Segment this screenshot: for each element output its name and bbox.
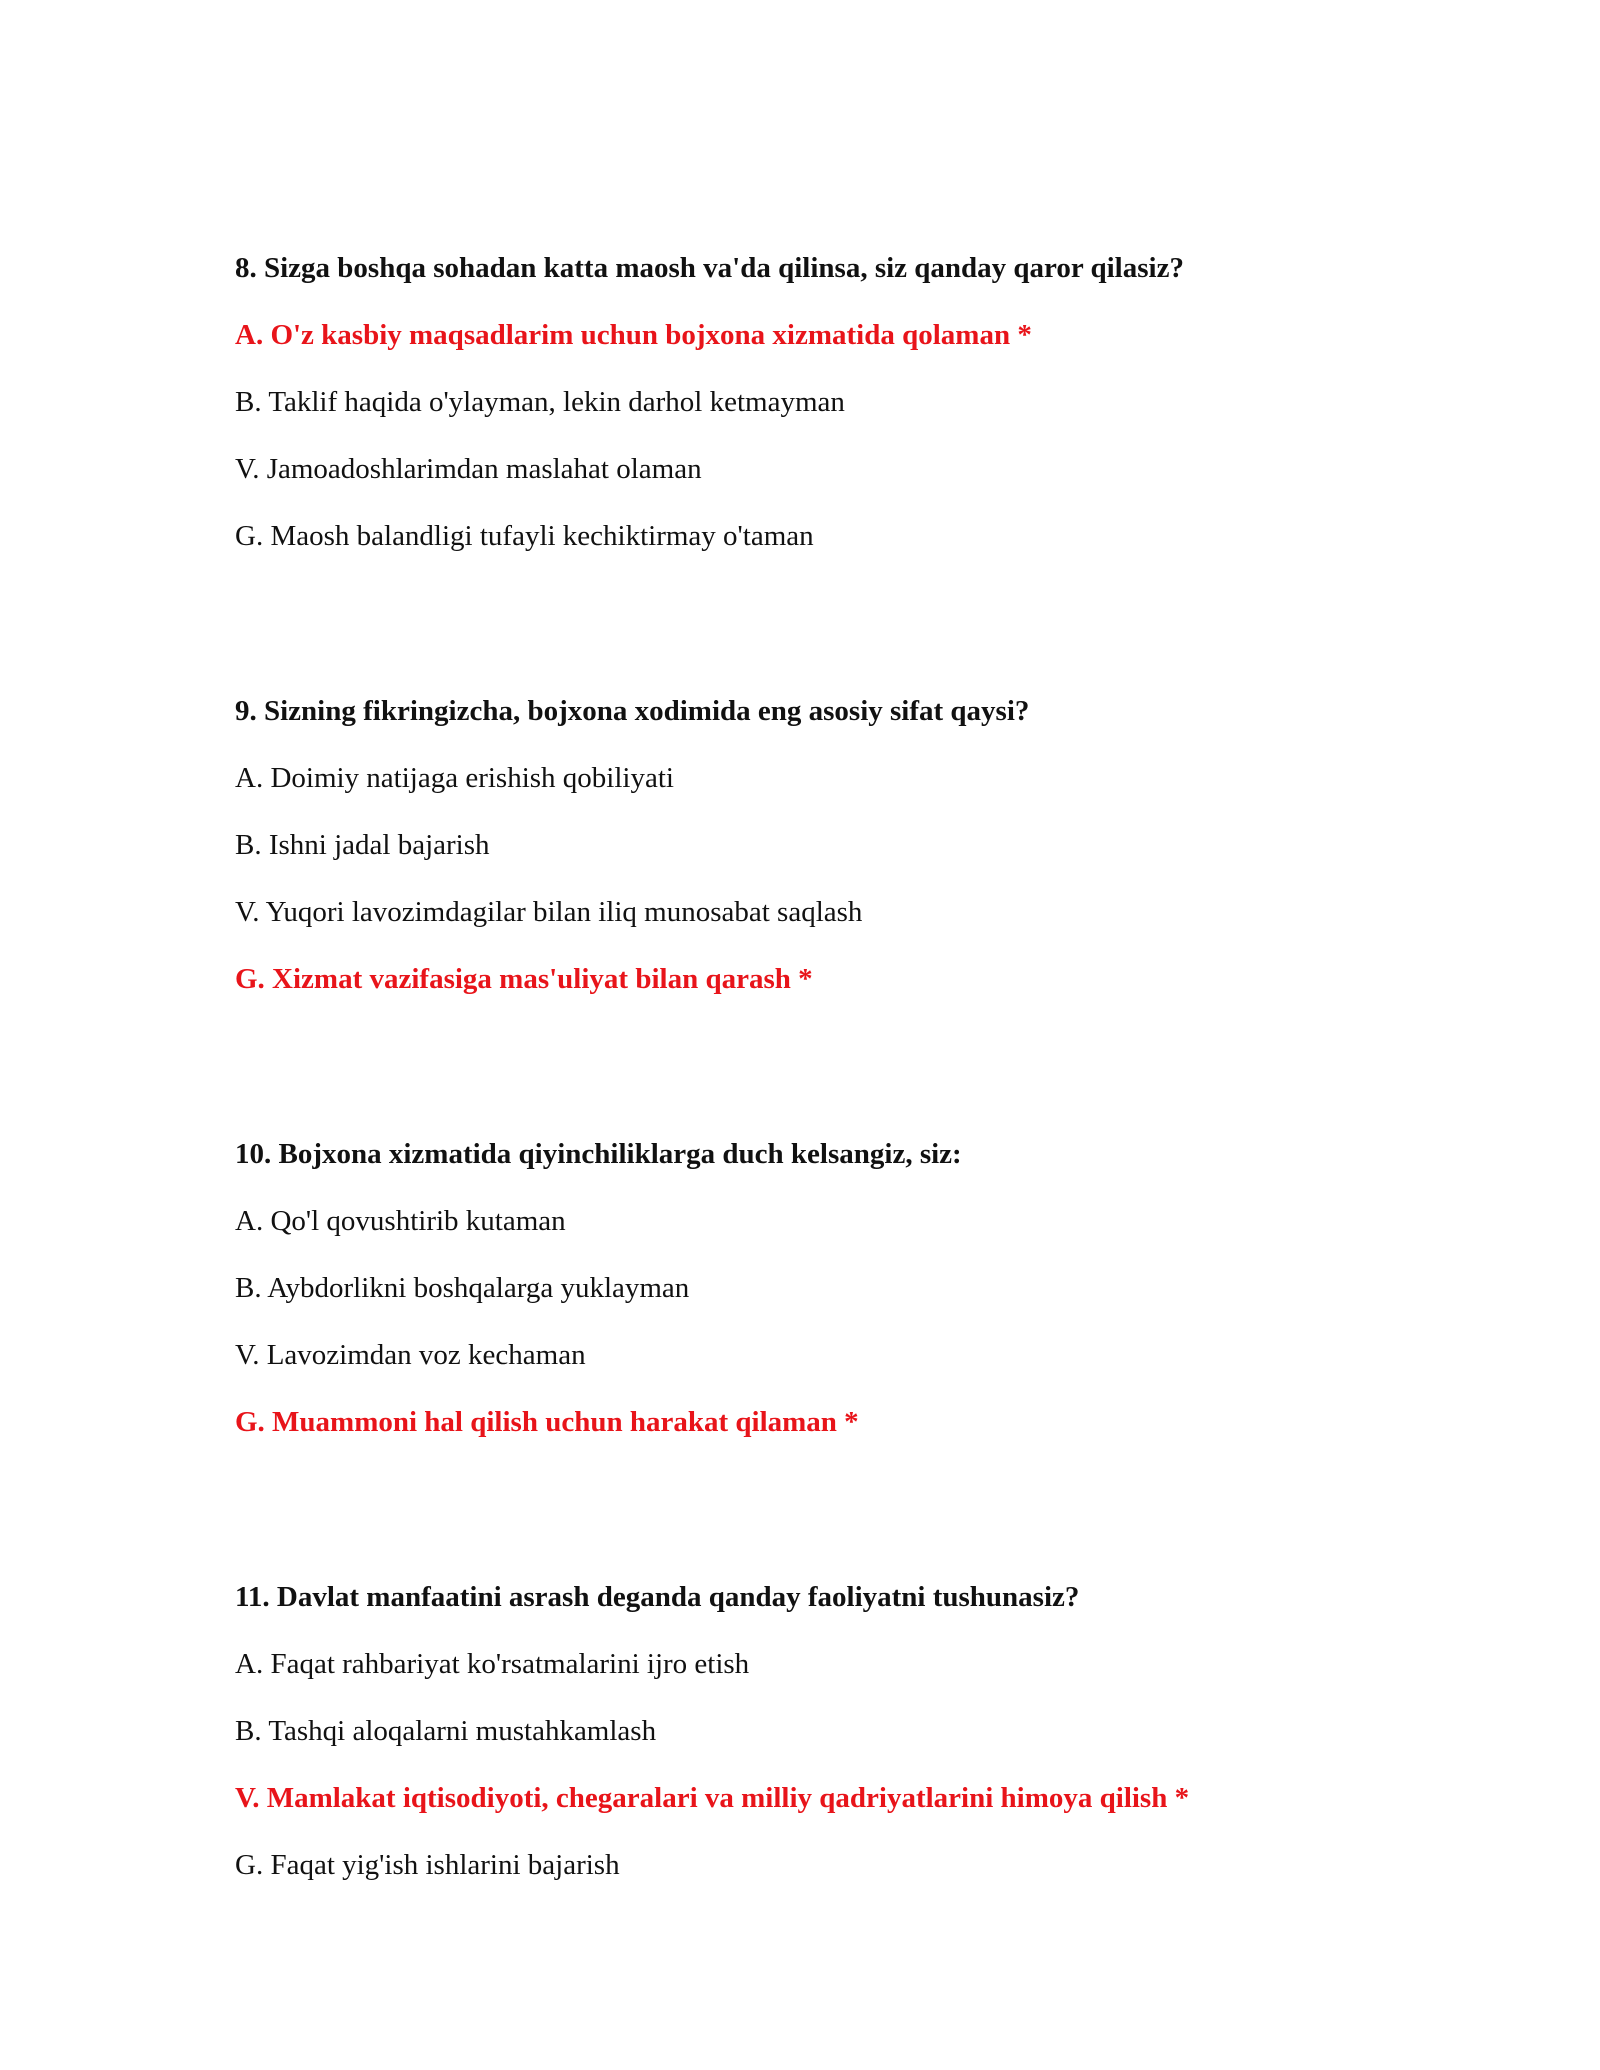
question-block — [235, 248, 1435, 556]
question-block — [235, 691, 1435, 999]
question-text: 8. Sizga boshqa sohadan katta maosh va'da qilinsa, siz qanday qaror qilasiz? — [235, 252, 1184, 284]
answer-option: G. Maosh balandligi tufayli kechiktirmay o'taman — [235, 520, 814, 552]
answer-option: B. Ishni jadal bajarish — [235, 829, 490, 861]
question-block — [235, 1577, 1435, 1885]
answer-option: B. Taklif haqida o'ylayman, lekin darhol ketmayman — [235, 386, 845, 418]
answer-option: B. Tashqi aloqalarni mustahkamlash — [235, 1715, 657, 1747]
answer-option: A. Doimiy natijaga erishish qobiliyati — [235, 762, 674, 794]
answer-option-correct: G. Xizmat vazifasiga mas'uliyat bilan qarash * — [235, 963, 813, 995]
answer-option-correct: G. Muammoni hal qilish uchun harakat qilaman * — [235, 1406, 859, 1438]
answer-option: V. Jamoadoshlarimdan maslahat olaman — [235, 453, 702, 485]
question-block — [235, 1134, 1435, 1442]
answer-option-correct: A. O'z kasbiy maqsadlarim uchun bojxona xizmatida qolaman * — [235, 319, 1032, 351]
question-text: 11. Davlat manfaatini asrash deganda qanday faoliyatni tushunasiz? — [235, 1581, 1080, 1613]
question-text: 10. Bojxona xizmatida qiyinchiliklarga duch kelsangiz, siz: — [235, 1138, 962, 1170]
answer-option-correct: V. Mamlakat iqtisodiyoti, chegaralari va milliy qadriyatlarini himoya qilish * — [235, 1782, 1190, 1814]
question-text: 9. Sizning fikringizcha, bojxona xodimida eng asosiy sifat qaysi? — [235, 695, 1030, 727]
quiz-list — [235, 248, 1435, 1885]
answer-option: V. Yuqori lavozimdagilar bilan iliq munosabat saqlash — [235, 896, 863, 928]
answer-option: A. Faqat rahbariyat ko'rsatmalarini ijro etish — [235, 1648, 750, 1680]
answer-option: V. Lavozimdan voz kechaman — [235, 1339, 586, 1371]
answer-option: G. Faqat yig'ish ishlarini bajarish — [235, 1849, 620, 1881]
answer-option: A. Qo'l qovushtirib kutaman — [235, 1205, 566, 1237]
answer-option: B. Aybdorlikni boshqalarga yuklayman — [235, 1272, 690, 1304]
